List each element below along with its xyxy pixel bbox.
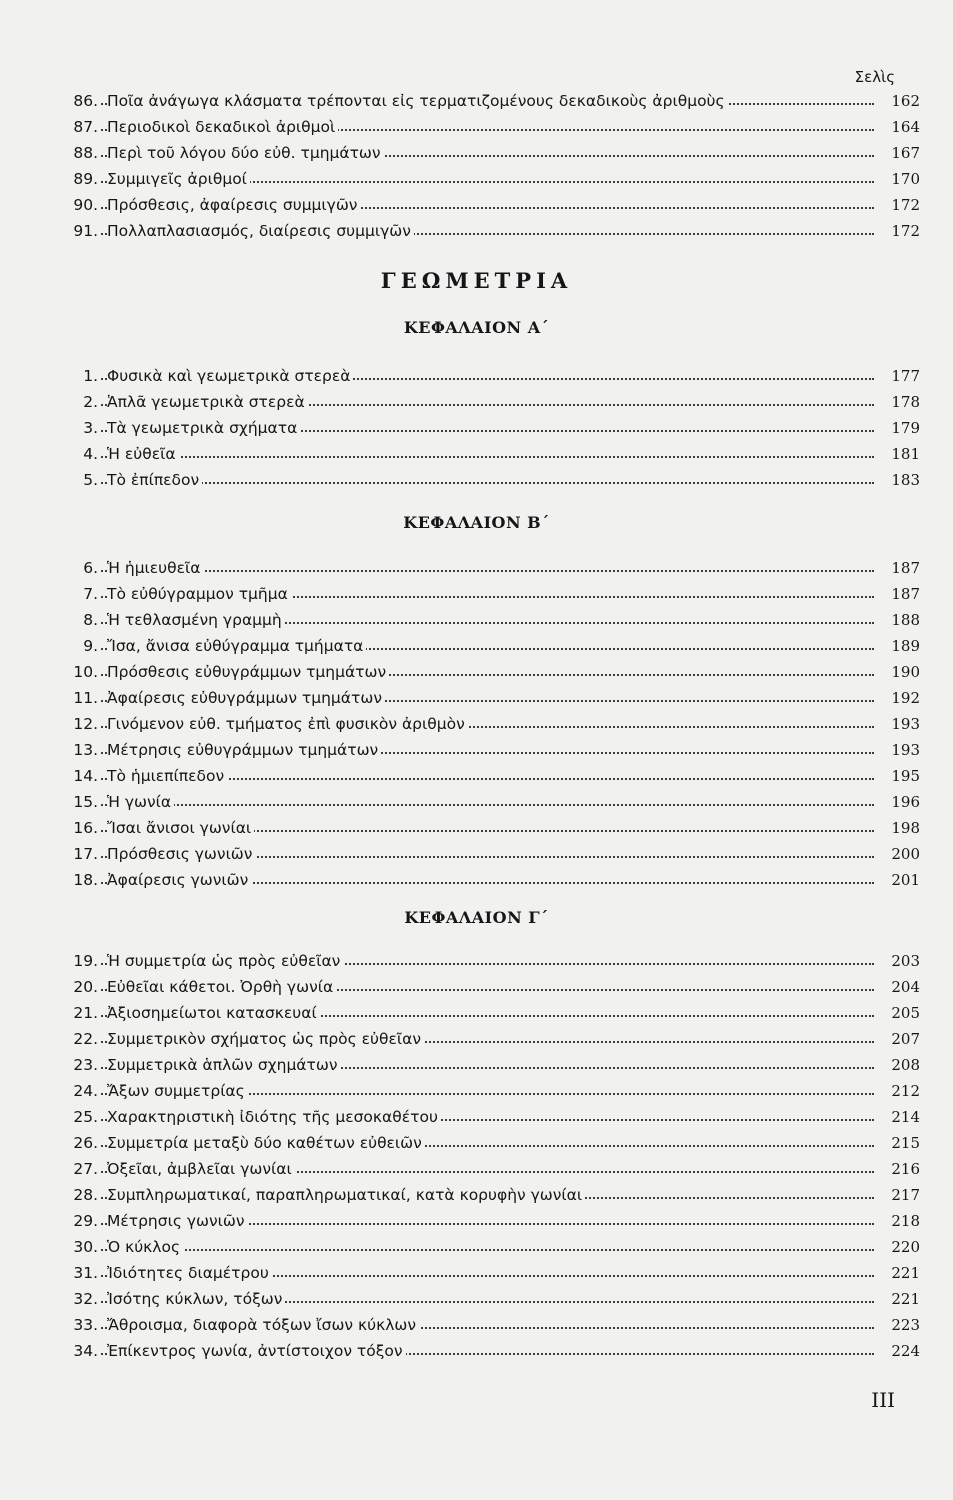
entry-title: Ἀξιοσημείωτοι κατασκευαί bbox=[107, 1000, 320, 1026]
page-folio-number: III bbox=[871, 1388, 895, 1412]
entry-number: 88. bbox=[62, 140, 101, 166]
chapter-heading-c: ΚΕΦΑΛΑΙΟΝ Γ΄ bbox=[404, 908, 549, 927]
entry-number: 86. bbox=[62, 88, 101, 114]
entry-number: 32. bbox=[62, 1286, 101, 1312]
entry-page-number: 187 bbox=[885, 555, 920, 581]
toc-entry bbox=[62, 1052, 920, 1078]
toc-entry bbox=[62, 415, 920, 441]
toc-entry bbox=[62, 659, 920, 685]
toc-entry bbox=[62, 1000, 920, 1026]
entry-page-number: 167 bbox=[885, 140, 920, 166]
entry-page-number: 198 bbox=[885, 815, 920, 841]
entry-number: 90. bbox=[62, 192, 101, 218]
dot-leader bbox=[62, 1249, 874, 1251]
entry-number: 34. bbox=[62, 1338, 101, 1364]
entry-number: 16. bbox=[62, 815, 101, 841]
entry-number: 7. bbox=[62, 581, 101, 607]
entry-number: 12. bbox=[62, 711, 101, 737]
entry-title: Ὁ κύκλος bbox=[107, 1234, 183, 1260]
toc-entry bbox=[62, 1338, 920, 1364]
entry-page-number: 189 bbox=[885, 633, 920, 659]
entry-page-number: 179 bbox=[885, 415, 920, 441]
entry-title: Συμμετρικὰ ἁπλῶν σχημάτων bbox=[107, 1052, 341, 1078]
toc-entry bbox=[62, 763, 920, 789]
toc-section-top bbox=[62, 88, 920, 244]
entry-title: Τὸ ἐπίπεδον bbox=[107, 467, 202, 493]
entry-page-number: 196 bbox=[885, 789, 920, 815]
entry-page-number: 214 bbox=[885, 1104, 920, 1130]
entry-title: Ἄθροισμα, διαφορὰ τόξων ἴσων κύκλων bbox=[107, 1312, 419, 1338]
toc-entry bbox=[62, 467, 920, 493]
entry-number: 3. bbox=[62, 415, 101, 441]
toc-entry bbox=[62, 166, 920, 192]
toc-chapter-b bbox=[62, 555, 920, 893]
entry-page-number: 205 bbox=[885, 1000, 920, 1026]
entry-title: Ποῖα ἀνάγωγα κλάσματα τρέπονται εἰς τερματιζομένους δεκαδικοὺς ἀριθμοὺς bbox=[107, 88, 728, 114]
entry-page-number: 187 bbox=[885, 581, 920, 607]
entry-number: 91. bbox=[62, 218, 101, 244]
entry-number: 24. bbox=[62, 1078, 101, 1104]
toc-entry bbox=[62, 789, 920, 815]
toc-entry bbox=[62, 441, 920, 467]
entry-number: 27. bbox=[62, 1156, 101, 1182]
entry-title: Ἴσα, ἄνισα εὐθύγραμμα τμήματα bbox=[107, 633, 366, 659]
entry-number: 29. bbox=[62, 1208, 101, 1234]
page-column-header: Σελὶς bbox=[854, 68, 895, 86]
entry-number: 25. bbox=[62, 1104, 101, 1130]
entry-page-number: 203 bbox=[885, 948, 920, 974]
toc-entry bbox=[62, 88, 920, 114]
entry-title: Ἀφαίρεσις γωνιῶν bbox=[107, 867, 251, 893]
entry-page-number: 164 bbox=[885, 114, 920, 140]
entry-number: 20. bbox=[62, 974, 101, 1000]
entry-page-number: 190 bbox=[885, 659, 920, 685]
entry-page-number: 193 bbox=[885, 711, 920, 737]
toc-entry bbox=[62, 581, 920, 607]
entry-page-number: 221 bbox=[885, 1286, 920, 1312]
toc-entry bbox=[62, 389, 920, 415]
toc-entry bbox=[62, 1234, 920, 1260]
toc-entry bbox=[62, 1312, 920, 1338]
toc-entry bbox=[62, 1182, 920, 1208]
dot-leader bbox=[62, 804, 874, 806]
entry-title: Εὐθεῖαι κάθετοι. Ὀρθὴ γωνία bbox=[107, 974, 336, 1000]
toc-entry bbox=[62, 841, 920, 867]
entry-number: 6. bbox=[62, 555, 101, 581]
entry-title: Συμπληρωματικαί, παραπληρωματικαί, κατὰ κορυφὴν γωνίαι bbox=[107, 1182, 585, 1208]
entry-number: 30. bbox=[62, 1234, 101, 1260]
toc-entry bbox=[62, 711, 920, 737]
entry-title: Ἡ γωνία bbox=[107, 789, 174, 815]
entry-page-number: 183 bbox=[885, 467, 920, 493]
entry-number: 14. bbox=[62, 763, 101, 789]
entry-page-number: 170 bbox=[885, 166, 920, 192]
entry-title: Ἡ συμμετρία ὡς πρὸς εὐθεῖαν bbox=[107, 948, 343, 974]
toc-entry bbox=[62, 1078, 920, 1104]
entry-number: 19. bbox=[62, 948, 101, 974]
entry-title: Συμμετρικὸν σχήματος ὡς πρὸς εὐθεῖαν bbox=[107, 1026, 424, 1052]
toc-entry bbox=[62, 974, 920, 1000]
entry-number: 89. bbox=[62, 166, 101, 192]
entry-title: Χαρακτηριστικὴ ἰδιότης τῆς μεσοκαθέτου bbox=[107, 1104, 441, 1130]
entry-page-number: 177 bbox=[885, 363, 920, 389]
toc-entry bbox=[62, 685, 920, 711]
entry-title: Περὶ τοῦ λόγου δύο εὐθ. τμημάτων bbox=[107, 140, 384, 166]
entry-page-number: 172 bbox=[885, 218, 920, 244]
entry-title: Πολλαπλασιασμός, διαίρεσις συμμιγῶν bbox=[107, 218, 414, 244]
entry-title: Ἄξων συμμετρίας bbox=[107, 1078, 248, 1104]
entry-title: Ἀφαίρεσις εὐθυγράμμων τμημάτων bbox=[107, 685, 385, 711]
entry-title: Ἰσότης κύκλων, τόξων bbox=[107, 1286, 285, 1312]
toc-entry bbox=[62, 815, 920, 841]
entry-title: Ἁπλᾶ γεωμετρικὰ στερεὰ bbox=[107, 389, 308, 415]
entry-page-number: 224 bbox=[885, 1338, 920, 1364]
entry-page-number: 223 bbox=[885, 1312, 920, 1338]
toc-chapter-c bbox=[62, 948, 920, 1364]
entry-page-number: 221 bbox=[885, 1260, 920, 1286]
toc-entry bbox=[62, 192, 920, 218]
entry-number: 18. bbox=[62, 867, 101, 893]
entry-title: Ὀξεῖαι, ἀμβλεῖαι γωνίαι bbox=[107, 1156, 295, 1182]
toc-entry bbox=[62, 1260, 920, 1286]
toc-entry bbox=[62, 555, 920, 581]
entry-number: 5. bbox=[62, 467, 101, 493]
entry-title: Μέτρησις γωνιῶν bbox=[107, 1208, 248, 1234]
toc-entry bbox=[62, 737, 920, 763]
entry-title: Συμμετρία μεταξὺ δύο καθέτων εὐθειῶν bbox=[107, 1130, 425, 1156]
entry-number: 15. bbox=[62, 789, 101, 815]
toc-entry bbox=[62, 1104, 920, 1130]
toc-entry bbox=[62, 140, 920, 166]
entry-title: Φυσικὰ καὶ γεωμετρικὰ στερεὰ bbox=[107, 363, 353, 389]
entry-title: Ἡ εὐθεῖα bbox=[107, 441, 179, 467]
entry-number: 31. bbox=[62, 1260, 101, 1286]
entry-page-number: 181 bbox=[885, 441, 920, 467]
entry-page-number: 162 bbox=[885, 88, 920, 114]
toc-entry bbox=[62, 114, 920, 140]
toc-entry bbox=[62, 633, 920, 659]
entry-title: Πρόσθεσις γωνιῶν bbox=[107, 841, 255, 867]
entry-number: 22. bbox=[62, 1026, 101, 1052]
entry-page-number: 192 bbox=[885, 685, 920, 711]
entry-page-number: 200 bbox=[885, 841, 920, 867]
entry-title: Ἡ τεθλασμένη γραμμὴ bbox=[107, 607, 285, 633]
entry-page-number: 217 bbox=[885, 1182, 920, 1208]
entry-title: Ἐπίκεντρος γωνία, ἀντίστοιχον τόξον bbox=[107, 1338, 406, 1364]
entry-title: Ἴσαι ἄνισοι γωνίαι bbox=[107, 815, 254, 841]
entry-page-number: 218 bbox=[885, 1208, 920, 1234]
entry-title: Τὰ γεωμετρικὰ σχήματα bbox=[107, 415, 300, 441]
entry-number: 1. bbox=[62, 363, 101, 389]
entry-page-number: 207 bbox=[885, 1026, 920, 1052]
entry-page-number: 195 bbox=[885, 763, 920, 789]
entry-number: 4. bbox=[62, 441, 101, 467]
dot-leader bbox=[62, 456, 874, 458]
entry-page-number: 172 bbox=[885, 192, 920, 218]
entry-number: 11. bbox=[62, 685, 101, 711]
entry-title: Τὸ εὐθύγραμμον τμῆμα bbox=[107, 581, 291, 607]
entry-page-number: 178 bbox=[885, 389, 920, 415]
toc-entry bbox=[62, 607, 920, 633]
chapter-heading-a: ΚΕΦΑΛΑΙΟΝ Α΄ bbox=[403, 318, 550, 337]
toc-entry bbox=[62, 948, 920, 974]
entry-number: 17. bbox=[62, 841, 101, 867]
entry-number: 26. bbox=[62, 1130, 101, 1156]
entry-title: Συμμιγεῖς ἀριθμοί bbox=[107, 166, 250, 192]
entry-title: Γινόμενον εὐθ. τμήματος ἐπὶ φυσικὸν ἀριθμὸν bbox=[107, 711, 468, 737]
entry-page-number: 188 bbox=[885, 607, 920, 633]
toc-entry bbox=[62, 1156, 920, 1182]
entry-title: Περιοδικοὶ δεκαδικοὶ ἀριθμοὶ bbox=[107, 114, 338, 140]
entry-number: 10. bbox=[62, 659, 101, 685]
entry-page-number: 201 bbox=[885, 867, 920, 893]
toc-entry bbox=[62, 363, 920, 389]
toc-chapter-a bbox=[62, 363, 920, 493]
entry-page-number: 212 bbox=[885, 1078, 920, 1104]
toc-entry bbox=[62, 1130, 920, 1156]
toc-entry bbox=[62, 1026, 920, 1052]
toc-entry bbox=[62, 1286, 920, 1312]
entry-title: Μέτρησις εὐθυγράμμων τμημάτων bbox=[107, 737, 381, 763]
entry-page-number: 215 bbox=[885, 1130, 920, 1156]
entry-number: 21. bbox=[62, 1000, 101, 1026]
entry-page-number: 193 bbox=[885, 737, 920, 763]
entry-number: 8. bbox=[62, 607, 101, 633]
entry-number: 2. bbox=[62, 389, 101, 415]
entry-page-number: 220 bbox=[885, 1234, 920, 1260]
toc-entry bbox=[62, 218, 920, 244]
entry-title: Πρόσθεσις, ἀφαίρεσις συμμιγῶν bbox=[107, 192, 360, 218]
entry-number: 33. bbox=[62, 1312, 101, 1338]
chapter-heading-b: ΚΕΦΑΛΑΙΟΝ Β΄ bbox=[403, 513, 550, 532]
part-heading: ΓΕΩΜΕΤΡΙΑ bbox=[380, 268, 573, 293]
entry-title: Τὸ ἡμιεπίπεδον bbox=[107, 763, 227, 789]
entry-page-number: 216 bbox=[885, 1156, 920, 1182]
entry-number: 9. bbox=[62, 633, 101, 659]
entry-page-number: 204 bbox=[885, 974, 920, 1000]
entry-title: Ἰδιότητες διαμέτρου bbox=[107, 1260, 272, 1286]
entry-title: Ἡ ἡμιευθεῖα bbox=[107, 555, 203, 581]
entry-number: 23. bbox=[62, 1052, 101, 1078]
entry-title: Πρόσθεσις εὐθυγράμμων τμημάτων bbox=[107, 659, 389, 685]
toc-entry bbox=[62, 1208, 920, 1234]
entry-number: 13. bbox=[62, 737, 101, 763]
entry-page-number: 208 bbox=[885, 1052, 920, 1078]
entry-number: 87. bbox=[62, 114, 101, 140]
entry-number: 28. bbox=[62, 1182, 101, 1208]
toc-entry bbox=[62, 867, 920, 893]
